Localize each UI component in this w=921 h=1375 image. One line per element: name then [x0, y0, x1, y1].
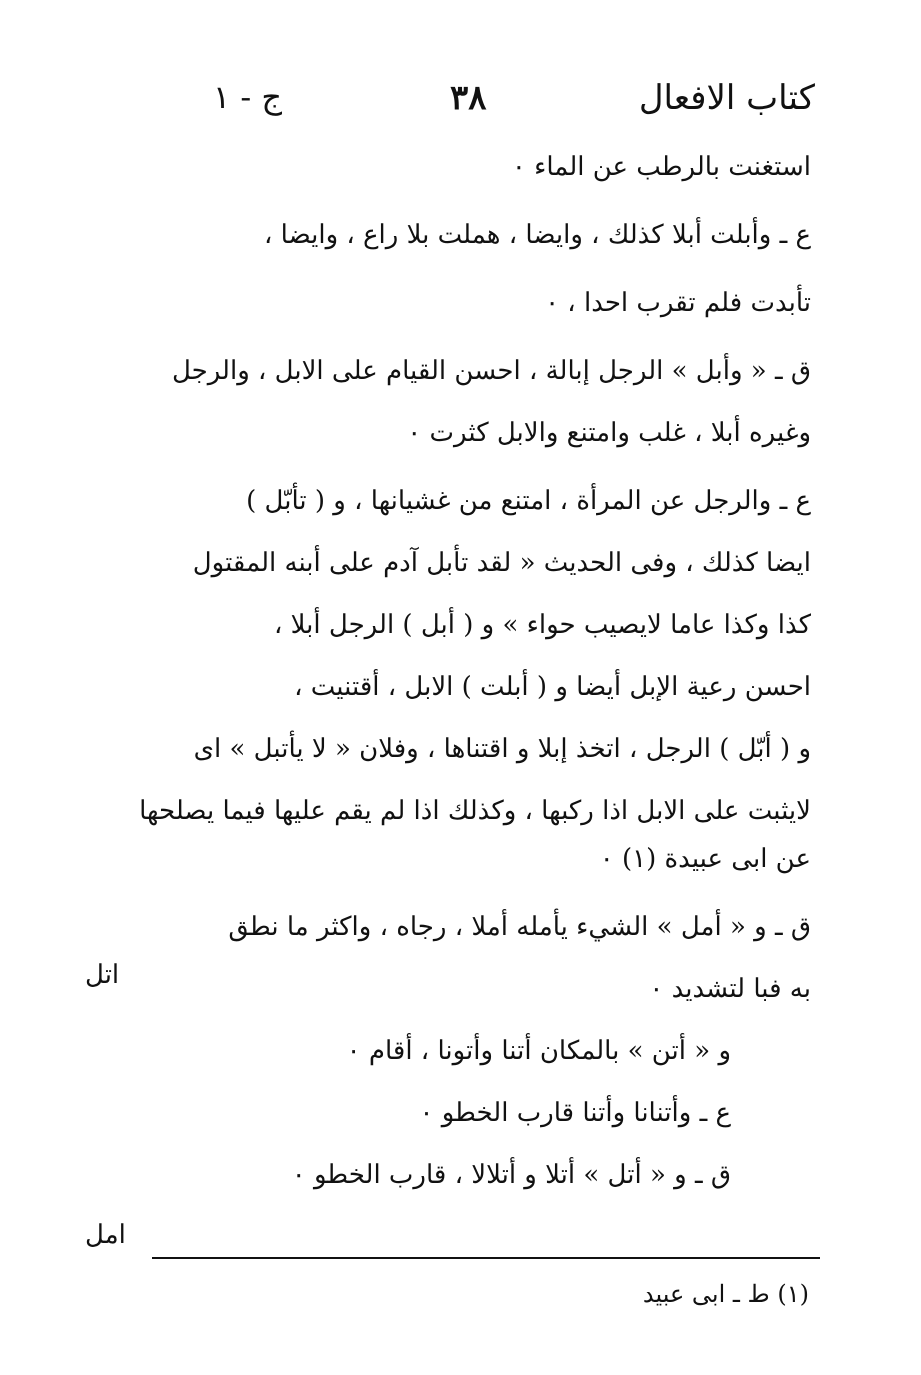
text-line: وغيره أبلا ، غلب وامتنع والابل كثرت ٠: [407, 418, 811, 448]
footnote: (١) ط ـ ابى عبيد: [642, 1280, 809, 1308]
footnote-divider: [152, 1257, 820, 1259]
text-line: به فبا لتشديد ٠: [649, 974, 811, 1004]
text-line: ع ـ وأتنانا وأتنا قارب الخطو ٠: [419, 1098, 731, 1128]
text-line: احسن رعية الإبل أيضا و ( أبلت ) الابل ، أقتنيت ،: [294, 672, 811, 702]
text-line: لايثبت على الابل اذا ركبها ، وكذلك اذا لم يقم عليها فيما يصلحها: [139, 796, 811, 826]
book-title: كتاب الافعال: [638, 78, 815, 118]
margin-note: اتل: [85, 960, 120, 990]
text-line: ق ـ و « أمل » الشيء يأمله أملا ، رجاه ، واكثر ما نطق: [228, 912, 811, 942]
text-line: ع ـ والرجل عن المرأة ، امتنع من غشيانها ، و ( تأبّل ): [246, 486, 811, 516]
text-line: تأبدت فلم تقرب احدا ، ٠: [545, 288, 811, 318]
text-line: ايضا كذلك ، وفى الحديث « لقد تأبل آدم على أبنه المقتول: [192, 548, 811, 578]
text-line: عن ابى عبيدة (١) ٠: [599, 844, 811, 874]
margin-note: امل: [85, 1220, 126, 1250]
text-line: و « أتن » بالمكان أتنا وأتونا ، أقام ٠: [346, 1036, 731, 1066]
text-line: استغنت بالرطب عن الماء ٠: [511, 152, 811, 182]
page-number: ٣٨: [450, 78, 487, 118]
text-line: كذا وكذا عاما لايصيب حواء » و ( أبل ) الرجل أبلا ،: [274, 610, 811, 640]
text-line: ق ـ « وأبل » الرجل إبالة ، احسن القيام على الابل ، والرجل: [171, 356, 811, 386]
text-line: ق ـ و « أتل » أتلا و أتلالا ، قارب الخطو ٠: [291, 1160, 731, 1190]
page-header: [195, 78, 815, 134]
text-line: ع ـ وأبلت أبلا كذلك ، وايضا ، هملت بلا راع ، وايضا ،: [263, 220, 811, 250]
volume-label: ج - ١: [213, 78, 282, 116]
body-text: [139, 150, 811, 1192]
text-line: و ( أبّل ) الرجل ، اتخذ إبلا و اقتناها ، وفلان « لا يأتبل » اى: [193, 734, 811, 764]
